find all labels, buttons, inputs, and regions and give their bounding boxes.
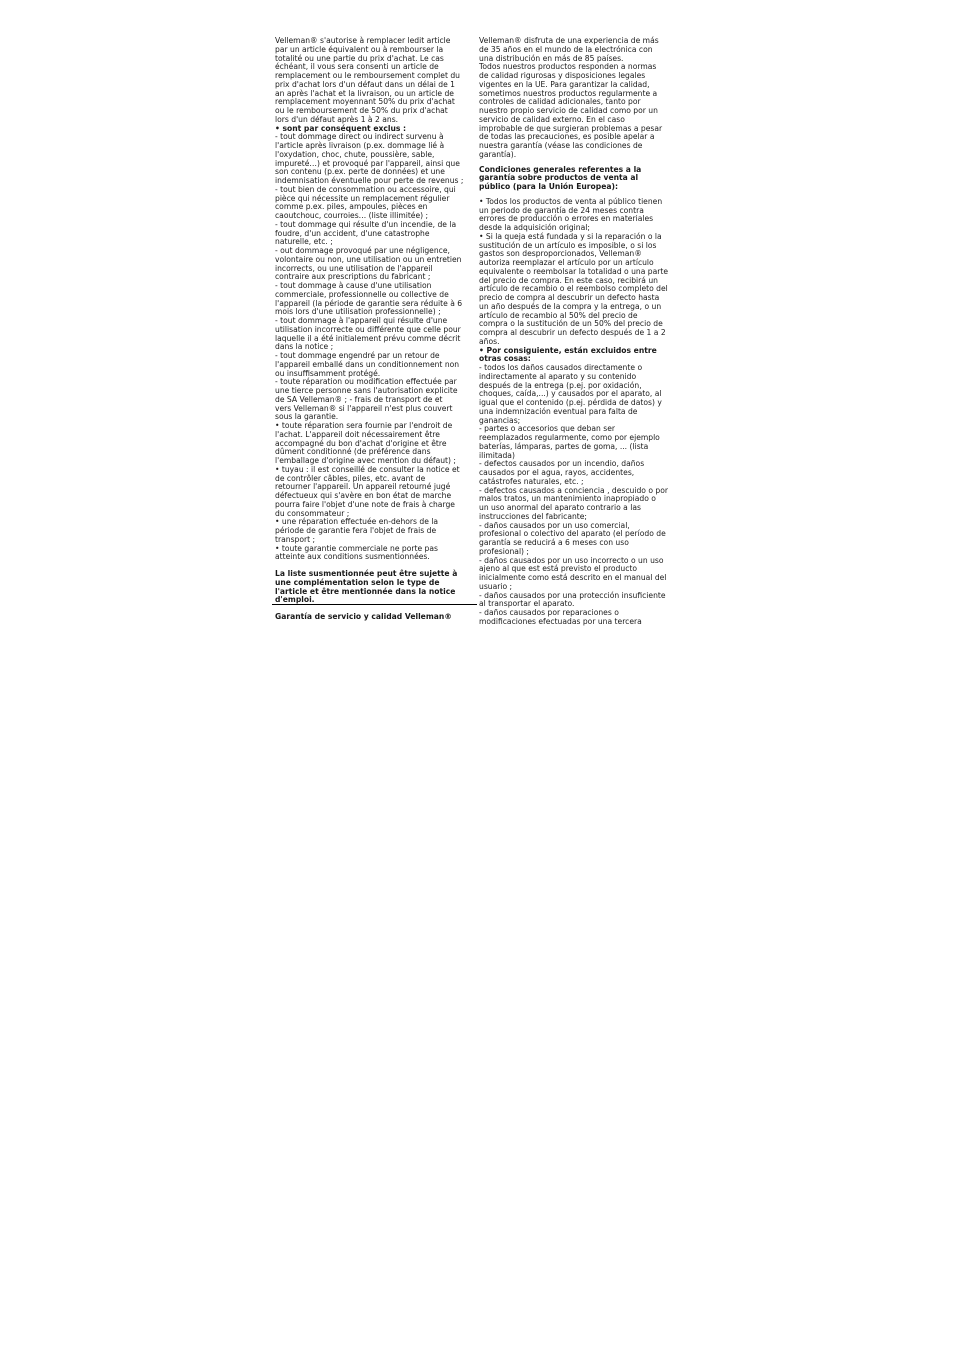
text-line: caoutchouc, courroies… (liste illimitée) ;: [275, 211, 429, 220]
text-line: ganancias;: [479, 415, 521, 425]
text-line: laquelle il a été initialement prévu comme décrit: [275, 333, 461, 343]
text-line: - defectos causados a conciencia , descuido o por: [479, 485, 668, 495]
text-line: - tout dommage direct ou indirect survenu à: [275, 132, 444, 142]
text-line: Todos nuestros productos responden a normas: [479, 62, 657, 72]
left-note-bold: [275, 570, 478, 605]
text-line: échéant, il vous sera consenti un article de: [275, 62, 439, 72]
text-line: • Si la queja está fundada y si la reparación o la: [479, 231, 662, 241]
text-line: - defectos causados por un incendio, daños: [479, 459, 645, 469]
text-line: l'appareil (la période de garantie sera réduite à 6: [275, 298, 463, 308]
excluded-heading: [479, 347, 682, 365]
text-line: • Por consiguiente, están excluidos entre: [479, 345, 657, 355]
text-line: l'achat. L'appareil doit nécessairement être: [275, 429, 440, 439]
text-line: desde la adquisición original;: [479, 223, 590, 232]
text-line: • Todos los productos de venta al público tienen: [479, 196, 663, 206]
text-line: - tout bien de consommation ou accessoire, qui: [275, 184, 456, 194]
text-line: l'emballage d'origine avec mention du défaut) ;: [275, 456, 456, 465]
right-column: [479, 37, 682, 627]
text-line: usuario ;: [479, 581, 513, 591]
conditions-heading: [479, 166, 682, 192]
text-line: equivalente o reembolsar la totalidad o una parte: [479, 266, 669, 276]
text-line: indemnisation éventuelle pour perte de revenus ;: [275, 176, 464, 185]
text-line: garantía).: [479, 149, 517, 159]
text-line: - tout dommage engendré par un retour de: [275, 351, 440, 360]
text-line: de SA Velleman® ; - frais de transport de et: [275, 394, 443, 404]
text-line: lors d'un défaut après 1 à 2 ans.: [275, 114, 399, 124]
text-line: ilimitada): [479, 450, 515, 460]
text-line: compra al descubrir un defecto después de 1 a 2: [479, 328, 666, 337]
text-line: catástrofes naturales, etc. ;: [479, 476, 584, 486]
text-line: • tuyau : il est conseillé de consulter la notice et: [275, 464, 460, 474]
text-line: garantía se reducirá a 6 meses con uso: [479, 538, 629, 547]
text-line: • toute garantie commerciale ne porte pas: [275, 543, 438, 553]
text-line: défectueux qui s'avère en bon état de marche: [275, 491, 452, 500]
text-line: instrucciones del fabricante;: [479, 511, 587, 521]
left-para-2: [275, 133, 478, 562]
text-line: remplacement moyennant 50% du prix d'achat: [275, 97, 455, 107]
text-line: ajeno al que est está previsto el producto: [479, 564, 637, 574]
text-line: indirectamente al aparato y su contenido: [479, 371, 637, 381]
text-line: transport ;: [275, 534, 316, 544]
text-line: totalité ou une partie du prix d'achat. Le cas: [275, 53, 444, 63]
text-line: atteinte aux conditions susmentionnées.: [275, 552, 430, 562]
text-line: - daños causados por una protección insuficiente: [479, 590, 666, 600]
text-line: période de garantie fera l'objet de frais de: [275, 526, 437, 535]
text-line: sustitución de un artículo es imposible, o si los: [479, 240, 657, 250]
text-line: sometimos nuestros productos regularmente a: [479, 88, 658, 98]
text-line: prix d'achat lors d'un défaut dans un délai de 1: [275, 79, 455, 89]
text-line: retourner l'appareil. Un appareil retourné jugé: [275, 482, 451, 492]
text-line: utilisation incorrecte ou différente que celle pour: [275, 324, 461, 334]
text-line: l'article après livraison (p.ex. dommage lié à: [275, 141, 445, 150]
text-line: an après l'achat et la livraison, ou un article de: [275, 88, 454, 98]
text-line: una indemnización eventual para falta de: [479, 406, 638, 416]
text-line: una distribución en más de 85 países.: [479, 53, 624, 63]
text-line: pièce qui nécessite un remplacement régulier: [275, 193, 450, 203]
text-line: remplacement ou le remboursement complet du: [275, 71, 460, 80]
text-line: artículo de recambio al 50% del precio de: [479, 310, 638, 320]
text-line: accompagné du bon d'achat d'origine et être: [275, 438, 447, 448]
text-line: contraire aux prescriptions du fabricant ;: [275, 272, 431, 282]
text-line: incorrects, ou une utilisation de l'appareil: [275, 263, 433, 273]
text-line: dûment conditionné (de préférence dans: [275, 447, 431, 457]
right-para-3: [479, 364, 682, 627]
text-line: choques, caída,...) y causados por el aparato, al: [479, 389, 662, 399]
text-line: vigentes en la UE. Para garantizar la calidad,: [479, 79, 650, 89]
text-line: un periodo de garantía de 24 meses contra: [479, 205, 644, 215]
text-line: - toute réparation ou modification effectuée par: [275, 377, 457, 387]
text-line: un año después de la compra y la entrega, o un: [479, 301, 662, 311]
text-line: público (para la Unión Europea):: [479, 182, 618, 191]
left-column: [275, 37, 478, 622]
text-line: controles de calidad adicionales, tanto por: [479, 97, 641, 107]
text-line: al transportar el aparato.: [479, 599, 575, 609]
text-line: igual que el contenido (p.ej. pérdida de datos) y: [479, 398, 662, 407]
text-line: del precio de compra. En este caso, recibirá un: [479, 275, 658, 285]
right-para-1: [479, 37, 682, 160]
text-line: Velleman® s'autorise à remplacer ledit article: [275, 36, 451, 45]
text-line: Condiciones generales referentes a la: [479, 164, 642, 174]
text-line: improbable de que surgieran problemas a pesar: [479, 123, 663, 133]
text-line: - partes o accesorios que deban ser: [479, 424, 616, 434]
text-line: errores de producción o errores en materiales: [479, 214, 654, 224]
text-line: artículo de recambio o el reembolso completo del: [479, 284, 668, 294]
text-line: reemplazados regularmente, como por ejemplo: [479, 433, 660, 442]
text-line: pourra faire l'objet d'une note de frais à charge: [275, 499, 455, 509]
text-line: La liste susmentionnée peut être sujette à: [275, 569, 458, 578]
text-line: gastos son desproporcionados, Velleman®: [479, 249, 642, 259]
text-line: - daños causados por reparaciones o: [479, 608, 619, 617]
text-line: du consommateur ;: [275, 508, 350, 518]
text-line: dans la notice ;: [275, 342, 334, 352]
text-line: l'article et être mentionnée dans la notice: [275, 586, 456, 596]
text-line: garantía sobre productos de venta al: [479, 173, 639, 183]
text-line: volontaire ou non, une utilisation ou un entretien: [275, 254, 462, 264]
text-line: profesional o colectivo del aparato (el período de: [479, 529, 666, 539]
text-line: profesional) ;: [479, 546, 529, 556]
text-line: ou le remboursement de 50% du prix d'achat: [275, 106, 448, 115]
text-line: • toute réparation sera fournie par l'endroit de: [275, 421, 453, 430]
text-line: foudre, d'un accident, d'une catastrophe: [275, 228, 430, 238]
text-line: - tout dommage qui résulte d'un incendie, de la: [275, 219, 457, 229]
text-line: años.: [479, 336, 500, 346]
section-divider: [272, 604, 477, 605]
text-line: son contenu (p.ex. perte de données) et une: [275, 167, 445, 177]
exclus-heading: • sont par conséquent exclus :: [275, 123, 407, 133]
text-line: malos tratos, un mantenimiento inapropiado o: [479, 494, 656, 504]
text-line: par un article équivalent ou à rembourser la: [275, 44, 444, 54]
text-line: nuestra garantía (véase las condiciones de: [479, 141, 643, 150]
text-line: l'appareil emballé dans un conditionnement non: [275, 359, 460, 369]
text-line: un uso anormal del aparato contrario a las: [479, 503, 641, 512]
text-line: • une réparation effectuée en-dehors de la: [275, 517, 439, 527]
text-line: nuestro propio servicio de calidad como por un: [479, 106, 658, 115]
text-line: autoriza reemplazar el artículo por un artículo: [479, 258, 654, 267]
text-line: - tout dommage à cause d'une utilisation: [275, 281, 432, 290]
text-line: une complémentation selon le type de: [275, 577, 440, 587]
text-line: precio de compra al descubrir un defecto hasta: [479, 293, 660, 302]
text-line: inicialmente como está descrito en el manual del: [479, 573, 667, 582]
text-line: otras cosas:: [479, 354, 531, 364]
left-para-1: [275, 37, 478, 125]
text-line: l'oxydation, choc, chute, poussière, sable,: [275, 149, 435, 159]
text-line: commerciale, professionnelle ou collective de: [275, 289, 449, 299]
text-line: impureté…) et provoqué par l'appareil, ainsi que: [275, 158, 460, 168]
section-title-garantia: Garantía de servicio y calidad Velleman®: [275, 612, 452, 621]
text-line: sous la garantie.: [275, 412, 339, 422]
text-line: comme p.ex. piles, ampoules, pièces en: [275, 202, 428, 212]
text-line: naturelle, etc. ;: [275, 237, 333, 247]
text-line: Velleman® disfruta de una experiencia de más: [479, 36, 659, 45]
text-line: después de la entrega (p.ej. por oxidación,: [479, 380, 642, 390]
text-line: - daños causados por un uso comercial,: [479, 520, 630, 530]
text-line: compra o la sustitución de un 50% del precio de: [479, 319, 663, 329]
text-line: servicio de calidad externo. En el caso: [479, 114, 625, 124]
text-line: modificaciones efectuadas por una tercera: [479, 616, 642, 626]
right-para-2: [479, 198, 682, 347]
text-line: ou insuffisamment protégé.: [275, 368, 381, 378]
text-line: de contrôler câbles, piles, etc. avant de: [275, 473, 426, 483]
text-line: causados por el agua, rayos, accidentes,: [479, 468, 635, 477]
text-line: une tierce personne sans l'autorisation explicite: [275, 386, 458, 395]
text-line: - daños causados por un uso incorrecto o un uso: [479, 555, 664, 565]
text-line: - todos los daños causados directamente o: [479, 363, 643, 372]
text-line: vers Velleman® si l'appareil n'est plus couvert: [275, 403, 453, 413]
text-line: mois lors d'une utilisation professionnelle) ;: [275, 307, 441, 317]
text-line: - out dommage provoqué par une négligence,: [275, 246, 450, 255]
text-line: d'emploi.: [275, 595, 315, 605]
text-line: - tout dommage à l'appareil qui résulte d'une: [275, 316, 448, 325]
text-line: baterías, lámparas, partes de goma, ... (lista: [479, 441, 649, 451]
text-line: de 35 años en el mundo de la electrónica con: [479, 44, 653, 54]
text-line: de calidad rigurosas y disposiciones legales: [479, 71, 646, 80]
text-line: de todas las precauciones, es posible apelar a: [479, 132, 655, 142]
